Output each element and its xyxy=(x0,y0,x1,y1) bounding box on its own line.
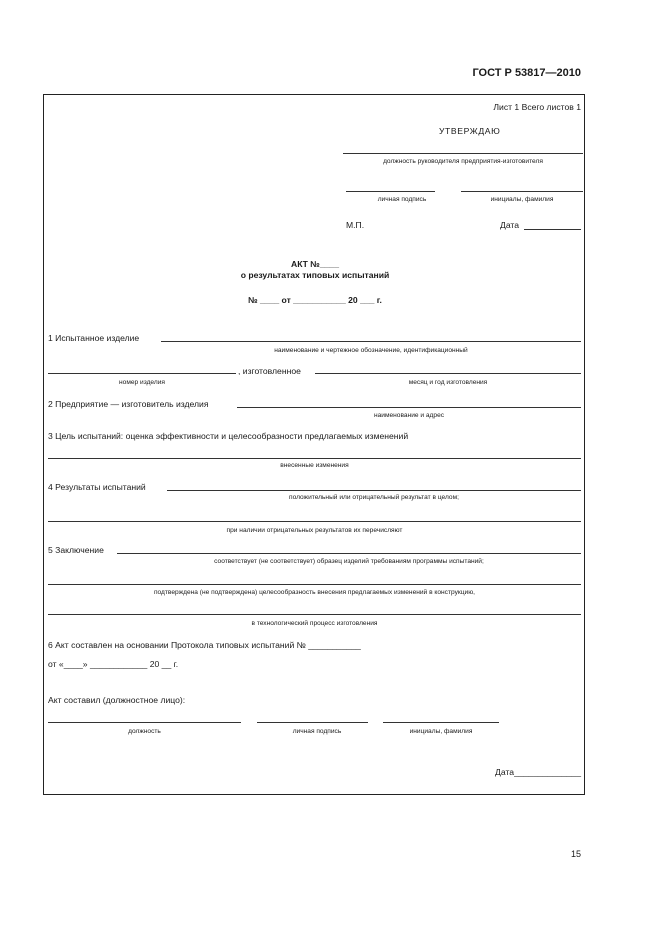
item1-date-line xyxy=(315,373,581,374)
signature-line xyxy=(346,191,435,192)
item5-label: 5 Заключение xyxy=(48,545,104,555)
act-subject: о результатах типовых испытаний xyxy=(240,270,390,280)
sheet-counter: Лист 1 Всего листов 1 xyxy=(493,102,581,112)
item4-line2 xyxy=(48,521,581,522)
item3-line xyxy=(48,458,581,459)
compiler-signature-line xyxy=(257,722,368,723)
document-code: ГОСТ Р 53817—2010 xyxy=(472,67,581,79)
item5-caption2: подтверждена (не подтверждена) целесообразность внесения предлагаемых изменений в конструкцию, xyxy=(153,589,476,596)
name-caption: инициалы, фамилия xyxy=(490,196,554,203)
page-number: 15 xyxy=(570,849,581,859)
compiler-signature-caption: личная подпись xyxy=(292,728,342,735)
compiler-date: Дата______________ xyxy=(495,767,581,777)
item6-label: 6 Акт составлен на основании Протокола типовых испытаний № ___________ xyxy=(48,640,361,650)
item2-label: 2 Предприятие — изготовитель изделия xyxy=(48,399,209,409)
item1-number-line xyxy=(48,373,236,374)
item6-date: от «____» ____________ 20 __ г. xyxy=(48,659,179,669)
item2-line xyxy=(237,407,581,408)
name-line xyxy=(461,191,583,192)
compiler-label: Акт составил (должностное лицо): xyxy=(48,695,186,705)
position-caption: должность руководителя предприятия-изготовителя xyxy=(383,158,543,165)
item4-label: 4 Результаты испытаний xyxy=(48,482,146,492)
item5-caption: соответствует (не соответствует) образец изделий требованиям программы испытаний; xyxy=(214,558,484,565)
item1-line xyxy=(161,341,581,342)
approval-date-line xyxy=(524,229,581,230)
item3-caption: внесенные изменения xyxy=(280,462,349,469)
item5-line xyxy=(117,553,581,554)
item5-line3 xyxy=(48,614,581,615)
item4-caption2: при наличии отрицательных результатов их перечисляют xyxy=(226,527,403,534)
item2-caption: наименование и адрес xyxy=(373,412,445,419)
item1-caption: наименование и чертежное обозначение, идентификационный xyxy=(274,347,468,354)
act-number-date: № ____ от ___________ 20 ___ г. xyxy=(248,295,382,305)
item1-caption-date: месяц и год изготовления xyxy=(408,379,488,386)
item3-label: 3 Цель испытаний: оценка эффективности и целесообразности предлагаемых изменений xyxy=(48,431,409,441)
compiler-position-caption: должность xyxy=(128,728,161,735)
approve-heading: УТВЕРЖДАЮ xyxy=(439,126,501,136)
seal-label: М.П. xyxy=(346,220,365,230)
act-number: АКТ №____ xyxy=(290,259,339,269)
position-line xyxy=(343,153,583,154)
compiler-position-line xyxy=(48,722,241,723)
item4-line xyxy=(167,490,581,491)
item1-caption-number: номер изделия xyxy=(119,379,165,386)
item1-made: , изготовленное xyxy=(238,366,301,376)
item1-label: 1 Испытанное изделие xyxy=(48,333,140,343)
compiler-name-line xyxy=(383,722,499,723)
signature-caption: личная подпись xyxy=(377,196,427,203)
approval-date-label: Дата xyxy=(500,220,520,230)
item4-caption: положительный или отрицательный результат в целом; xyxy=(289,494,459,501)
item5-caption3: в технологический процесс изготовления xyxy=(251,620,378,627)
item5-line2 xyxy=(48,584,581,585)
compiler-name-caption: инициалы, фамилия xyxy=(409,728,473,735)
